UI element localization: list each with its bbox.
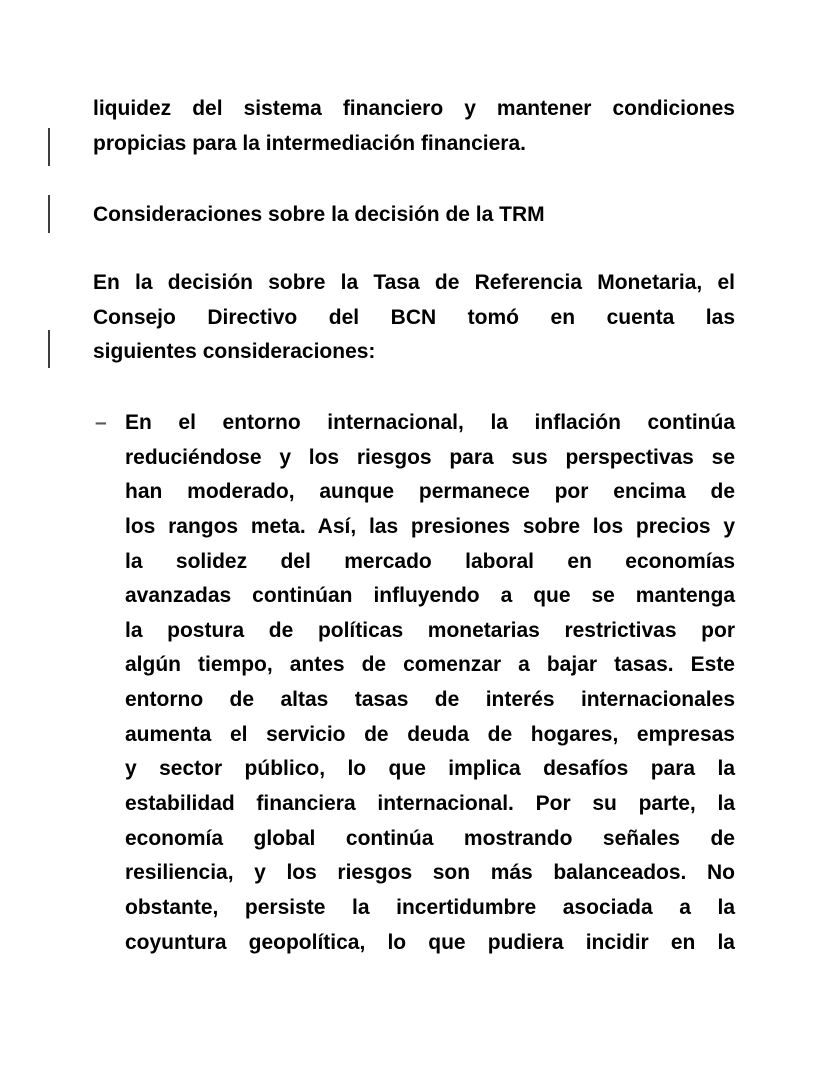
text-line: algún tiempo, antes de comenzar a bajar tasas. Este <box>125 653 735 677</box>
text-line: coyuntura geopolítica, lo que pudiera incidir en la <box>125 930 735 954</box>
text-line: estabilidad financiera internacional. Por su parte, la <box>125 792 735 816</box>
text-line: y sector público, lo que implica desafíos para la <box>125 757 735 781</box>
text-line: obstante, persiste la incertidumbre asociada a la <box>125 895 735 919</box>
text-line: reduciéndose y los riesgos para sus perspectivas se <box>125 445 735 469</box>
text-line: han moderado, aunque permanece por encima de <box>125 480 735 504</box>
text-line: avanzadas continúan influyendo a que se mantenga <box>125 584 735 608</box>
text-line: En el entorno internacional, la inflación continúa <box>125 411 735 434</box>
text-line: propicias para la intermediación financiera. <box>93 131 526 155</box>
text-line: la solidez del mercado laboral en economías <box>125 549 735 573</box>
revision-change-bar <box>48 128 50 166</box>
text-line: los rangos meta. Así, las presiones sobre los precios y <box>125 514 735 538</box>
text-line: Consejo Directivo del BCN tomó en cuenta las <box>93 305 735 329</box>
paragraph-continuation <box>93 92 735 161</box>
text-line: siguientes consideraciones: <box>93 340 376 364</box>
text-line: entorno de altas tasas de interés internacionales <box>125 688 735 712</box>
bullet-text-block <box>125 406 735 960</box>
bullet-dash-marker: – <box>95 411 107 434</box>
section-heading: Consideraciones sobre la decisión de la TRM <box>93 203 545 226</box>
text-line: liquidez del sistema financiero y mantener condiciones <box>93 97 735 120</box>
bullet-item <box>93 406 735 960</box>
text-line: economía global continúa mostrando señales de <box>125 826 735 850</box>
paragraph-intro <box>93 266 735 370</box>
revision-change-bar <box>48 195 50 233</box>
text-line: la postura de políticas monetarias restrictivas por <box>125 618 735 642</box>
text-line: En la decisión sobre la Tasa de Referencia Monetaria, el <box>93 271 735 294</box>
text-line: resiliencia, y los riesgos son más balanceados. No <box>125 861 735 885</box>
revision-change-bar <box>48 330 50 368</box>
text-line: aumenta el servicio de deuda de hogares, empresas <box>125 722 735 746</box>
